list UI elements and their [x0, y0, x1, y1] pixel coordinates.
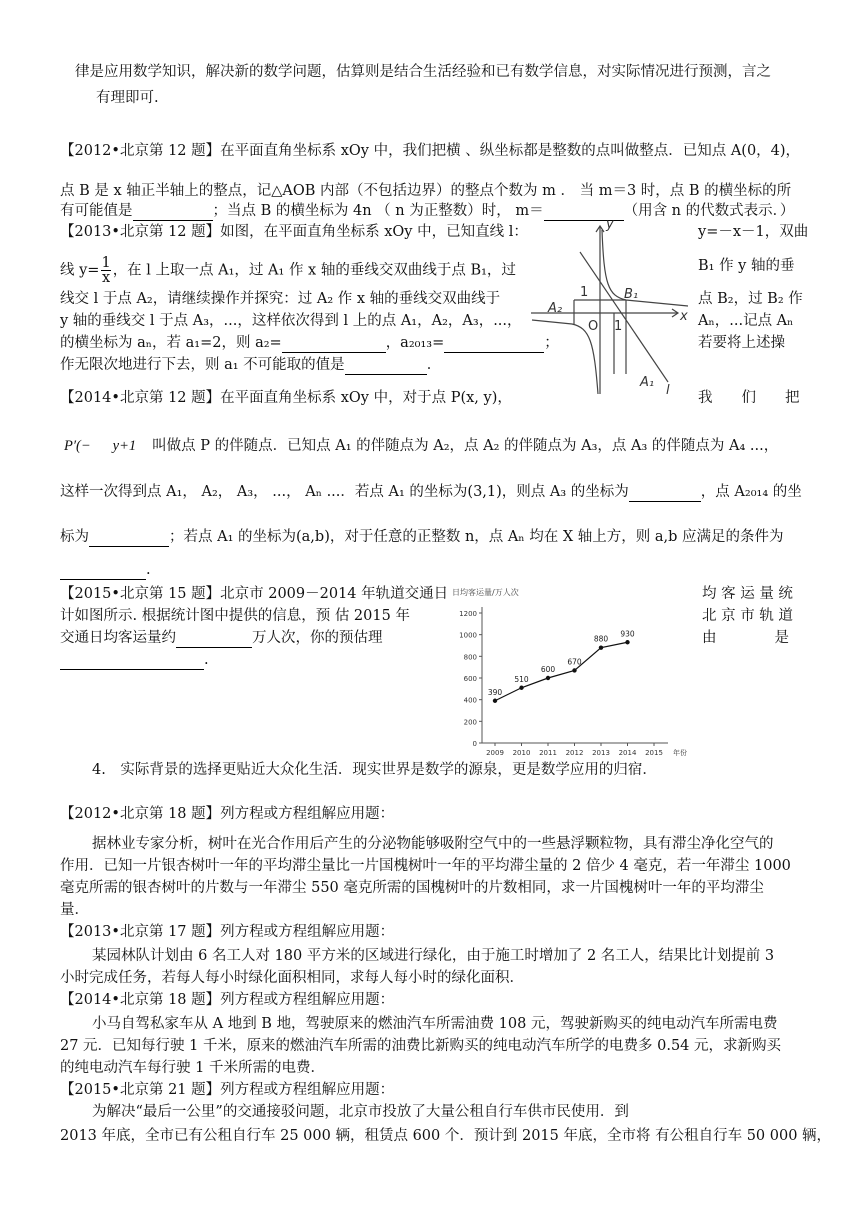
- problem-text-right: 点 B₂，过 B₂ 作: [698, 291, 803, 307]
- problem-text: [64, 436, 778, 456]
- intro-line-2: 有理即可.: [96, 90, 159, 106]
- y-tick-label: 0: [472, 740, 477, 748]
- x-tick-label: 2013: [592, 749, 610, 757]
- text-segment: 作无限次地进行下去，则 a₁ 不可能取的值是: [60, 357, 345, 373]
- text-segment: P′(−: [64, 438, 91, 454]
- data-point: [546, 676, 550, 680]
- text-segment: ；: [544, 335, 559, 351]
- hyperbola-branch-right: [602, 230, 688, 306]
- answer-blank[interactable]: [345, 359, 427, 375]
- label-one-x: 1: [614, 319, 623, 334]
- problem-text: [60, 628, 383, 648]
- problem-title: 【2012•北京第 18 题】列方程或方程组解应用题：: [60, 806, 395, 822]
- problem-text-right: B₁ 作 y 轴的垂: [698, 258, 795, 274]
- intro-line-1: 律是应用数学知识，解决新的数学问题，估算则是结合生活经验和已有数学信息，对实际情况进行预测，言之: [75, 64, 771, 80]
- problem-title: 【2014•北京第 18 题】列方程或方程组解应用题：: [60, 992, 395, 1008]
- answer-blank[interactable]: [60, 564, 146, 580]
- problem-text: [60, 333, 559, 353]
- fraction-denominator: x: [101, 270, 111, 286]
- y-tick-label: 1200: [459, 610, 477, 618]
- y-tick-label: 1000: [459, 631, 477, 640]
- problem-text: 据林业专家分析，树叶在光合作用后产生的分泌物能够吸附空气中的一些悬浮颗粒物，具有滞尘净化空气的: [92, 836, 774, 852]
- data-label: 880: [593, 634, 609, 644]
- text-segment: y+1: [112, 438, 137, 454]
- x-tick-label: 2015: [645, 749, 663, 757]
- text-segment: 交通日均客运量约: [60, 630, 176, 646]
- x-tick-label: 2011: [539, 749, 557, 757]
- x-axis-title: 年份: [673, 749, 687, 757]
- problem-text-right: 均 客 运 量 统: [702, 586, 793, 602]
- text-segment: ，点 A₂₀₁₄ 的坐: [700, 484, 802, 500]
- label-origin: O: [588, 319, 599, 334]
- problem-text: 线交 l 于点 A₂，请继续操作并探究：过 A₂ 作 x 轴的垂线交双曲线于: [60, 291, 501, 307]
- label-B1: B₁: [624, 287, 639, 302]
- data-point: [599, 645, 603, 649]
- problem-title: 【2015•北京第 21 题】列方程或方程组解应用题：: [60, 1082, 395, 1098]
- fraction: [101, 256, 110, 285]
- text-segment: ，a₂₀₁₃=: [385, 335, 445, 351]
- series-line: [495, 642, 628, 701]
- text-segment: （用含 n 的代数式表示．）: [623, 203, 795, 219]
- problem-text: 【2015•北京第 15 题】北京市 2009－2014 年轨道交通日: [60, 586, 449, 602]
- x-tick-label: 2009: [486, 749, 504, 757]
- problem-text: [60, 482, 802, 502]
- text-segment: 万人次，你的预估理: [252, 630, 383, 646]
- x-tick-label: 2014: [618, 749, 637, 757]
- label-l: l: [666, 383, 670, 398]
- problem-text-right: 若要将上述操: [698, 335, 785, 351]
- text-segment: 的横坐标为 aₙ，若 a₁=2，则 a₂=: [60, 335, 282, 351]
- problem-text: 某园林队计划由 6 名工人对 180 平方米的区域进行绿化，由于施工时增加了 2 名工人，结果比计划提前 3: [92, 948, 775, 964]
- problem-text: 小马自驾私家车从 A 地到 B 地，驾驶原来的燃油汽车所需油费 108 元，驾驶新购买的纯电动汽车所需电费: [92, 1016, 778, 1032]
- text-segment: 叫做点 P 的伴随点．已知点 A₁ 的伴随点为 A₂，点 A₂ 的伴随点为 A₃，点 A₃ 的伴随点为 A₄ ...，: [152, 438, 779, 454]
- problem-text: 2013 年底，全市已有公租自行车 25 000 辆，租赁点 600 个．预计到 2015 年底，全市将 有公租自行车 50 000 辆，: [60, 1128, 832, 1144]
- answer-blank[interactable]: [282, 337, 386, 353]
- hyperbola-figure: [528, 214, 696, 398]
- answer-blank[interactable]: [60, 654, 204, 670]
- text-segment: ；当点 B 的横坐标为 4n （ n 为正整数）时， m＝: [212, 203, 544, 219]
- problem-text: 作用．已知一片银杏树叶一年的平均滞尘量比一片国槐树叶一年的平均滞尘量的 2 倍少 4 毫克，若一年滞尘 1000: [60, 858, 791, 874]
- problem-text: 毫克所需的银杏树叶的片数与一年滞尘 550 毫克所需的国槐树叶的片数相同，求一片国槐树叶一年的平均滞尘: [60, 880, 764, 896]
- y-tick-label: 400: [463, 696, 477, 705]
- y-axis-title: 日均客运量/万人次: [452, 588, 519, 597]
- problem-title: 【2013•北京第 17 题】列方程或方程组解应用题：: [60, 924, 395, 940]
- y-tick-label: 200: [463, 718, 477, 727]
- problem-text: 的纯电动汽车每行驶 1 千米所需的电费．: [60, 1060, 325, 1076]
- data-label: 510: [514, 674, 529, 684]
- line-l: [580, 252, 668, 382]
- problem-text: 计如图所示. 根据统计图中提供的信息，预 估 2015 年: [60, 608, 410, 624]
- problem-text: [60, 527, 784, 547]
- data-point: [625, 640, 629, 644]
- data-point: [519, 686, 523, 690]
- answer-blank[interactable]: [176, 632, 252, 648]
- y-tick-label: 800: [463, 653, 477, 662]
- fraction-numerator: 1: [101, 255, 111, 271]
- problem-text-right: 我 们 把: [698, 390, 800, 406]
- text-segment: 标为: [60, 529, 89, 545]
- text-segment: 有可能值是: [60, 203, 133, 219]
- data-label: 600: [540, 665, 556, 674]
- problem-text: 小时完成任务，若每人每小时绿化面积相同，求每人每小时的绿化面积．: [60, 970, 524, 986]
- label-x: x: [680, 309, 688, 324]
- answer-blank[interactable]: [133, 205, 213, 221]
- problem-text: 27 元．已知每行驶 1 千米，原来的燃油汽车所需的油费比新购买的纯电动汽车所学的电费多 0.54 元，求新购买: [60, 1038, 782, 1054]
- problem-text-right: y=－x－1，双曲: [698, 224, 809, 240]
- problem-text: 为解决“最后一公里”的交通接驳问题，北京市投放了大量公租自行车供市民使用．到: [92, 1104, 629, 1120]
- data-point: [493, 699, 497, 703]
- y-tick-label: 600: [463, 675, 477, 683]
- text-segment: 线 y=: [60, 262, 100, 279]
- data-point: [572, 668, 576, 672]
- data-label: 670: [567, 657, 582, 667]
- text-segment: .: [146, 562, 151, 578]
- answer-blank[interactable]: [89, 531, 169, 547]
- problem-text: 【2014•北京第 12 题】在平面直角坐标系 xOy 中，对于点 P(x, y)，: [60, 390, 512, 406]
- text-segment: ．: [426, 357, 442, 373]
- problem-text-right: 由 是: [702, 630, 789, 646]
- note-4: 4. 实际背景的选择更贴近大众化生活．现实世界是数学的源泉，更是数学应用的归宿．: [92, 762, 657, 778]
- data-label: 390: [487, 687, 503, 697]
- label-y: y: [606, 217, 614, 232]
- label-one-y: 1: [580, 285, 589, 300]
- problem-text: y 轴的垂线交 l 于点 A₃，...，这样依次得到 l 上的点 A₁，A₂，A₃，...，: [60, 313, 522, 329]
- answer-blank[interactable]: [629, 486, 701, 502]
- label-A1: A₁: [640, 375, 655, 390]
- text-segment: .: [204, 652, 209, 668]
- text-segment: 这样一次得到点 A₁， A₂， A₃， ...， Aₙ ...．若点 A₁ 的坐标为(3,1)，则点 A₃ 的坐标为: [60, 484, 629, 500]
- problem-text: [60, 650, 209, 670]
- problem-text: [60, 256, 516, 285]
- problem-text: [60, 560, 151, 580]
- text-segment: ；若点 A₁ 的坐标为(a,b)，对于任意的正整数 n，点 Aₙ 均在 X 轴上方，则 a,b 应满足的条件为: [169, 529, 784, 545]
- label-A2: A₂: [548, 301, 563, 316]
- x-tick-label: 2010: [512, 749, 531, 757]
- problem-text-right: 北 京 市 轨 道: [702, 608, 793, 624]
- x-tick-label: 2012: [565, 749, 584, 757]
- problem-text: 点 B 是 x 轴正半轴上的整点，记△AOB 内部（不包括边界）的整点个数为 m ． 当 m＝3 时，点 B 的横坐标的所: [60, 183, 792, 199]
- problem-text: 【2013•北京第 12 题】如图，在平面直角坐标系 xOy 中，已知直线 l：: [60, 224, 528, 240]
- data-label: 930: [620, 629, 635, 639]
- ridership-line-chart: [440, 585, 698, 759]
- text-segment: ，在 l 上取一点 A₁，过 A₁ 作 x 轴的垂线交双曲线于点 B₁，过: [112, 262, 516, 279]
- problem-text: [60, 355, 441, 375]
- problem-text: 【2012•北京第 12 题】在平面直角坐标系 xOy 中，我们把横 、纵坐标都是整数的点叫做整点．已知点 A(0，4)，: [60, 143, 801, 159]
- problem-text-right: Aₙ，...记点 Aₙ: [698, 313, 794, 329]
- problem-text: 量．: [60, 902, 89, 918]
